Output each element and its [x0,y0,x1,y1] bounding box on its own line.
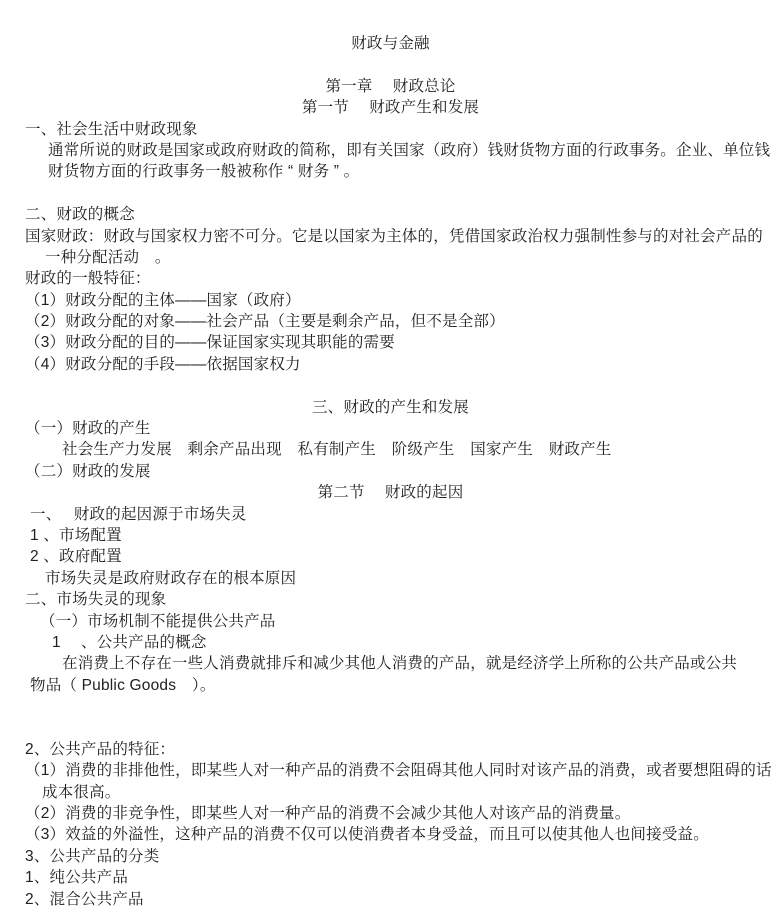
text-line: 在消费上不存在一些人消费就排斥和减少其他人消费的产品，就是经济学上所称的公共产品或公共 [62,655,738,673]
text-line: （1）财政分配的主体——国家（政府） [25,291,301,309]
text-line: （3）财政分配的目的——保证国家实现其职能的需要 [25,334,395,352]
text-line: 社会生产力发展 剩余产品出现 私有制产生 阶级产生 国家产生 财政产生 [62,441,612,459]
text-line: 财货物方面的行政事务一般被称作 “ 财务 ” 。 [48,163,360,181]
text-line: 2、混合公共产品 [25,890,144,908]
text-line: 2、公共产品的特征： [25,740,176,758]
blank-line [25,696,756,717]
text-line: 2 、政府配置 [30,548,122,566]
text-line: 物品（ Public Goods ）。 [30,676,216,694]
text-line: （3）效益的外溢性，这种产品的消费不仅可以使消费者本身受益，而且可以使其他人也间接受益。 [25,826,709,844]
blank-line [25,375,756,396]
text-line: 通常所说的财政是国家或政府财政的简称，即有关国家（政府）钱财货物方面的行政事务。企业、单位钱 [48,141,771,159]
chapter-heading: 第一章 财政总论 [325,77,456,95]
text-line: 1、纯公共产品 [25,869,129,887]
document-body [25,33,772,910]
text-line: 二、财政的概念 [25,206,135,224]
blank-line [25,183,756,204]
text-line: （1）消费的非排他性，即某些人对一种产品的消费不会阻碍其他人同时对该产品的消费，或者要想阻碍的话 [25,762,772,780]
text-line: 国家财政：财政与国家权力密不可分。它是以国家为主体的，凭借国家政治权力强制性参与的对社会产品的 [25,227,763,245]
section-heading: 第二节 财政的起因 [317,484,464,502]
doc-title: 财政与金融 [351,35,430,52]
text-line: （4）财政分配的手段——依据国家权力 [25,355,301,373]
text-line: （2）财政分配的对象——社会产品（主要是剩余产品，但不是全部） [25,313,505,331]
subsection-heading: 三、财政的产生和发展 [311,398,469,416]
text-line: 市场失灵是政府财政存在的根本原因 [45,569,297,587]
section-heading: 第一节 财政产生和发展 [301,99,480,117]
text-line: 一、社会生活中财政现象 [25,120,198,138]
text-line: 3、公共产品的分类 [25,847,160,865]
text-line: （二）财政的发展 [25,462,151,480]
text-line: 成本很高。 [42,783,121,801]
text-line: （一）市场机制不能提供公共产品 [40,612,276,630]
text-line: 财政的一般特征： [25,270,151,288]
text-line: 二、市场失灵的现象 [25,591,167,609]
text-line: 1 、市场配置 [30,526,122,544]
text-line: （一）财政的产生 [25,420,151,438]
blank-line [25,718,756,739]
blank-line [25,54,756,75]
text-line: 一种分配活动 。 [45,248,171,266]
text-line: 一、 财政的起因源于市场失灵 [30,505,247,523]
text-line: 1 、公共产品的概念 [52,633,207,651]
text-line: （2）消费的非竞争性，即某些人对一种产品的消费不会减少其他人对该产品的消费量。 [25,805,631,823]
